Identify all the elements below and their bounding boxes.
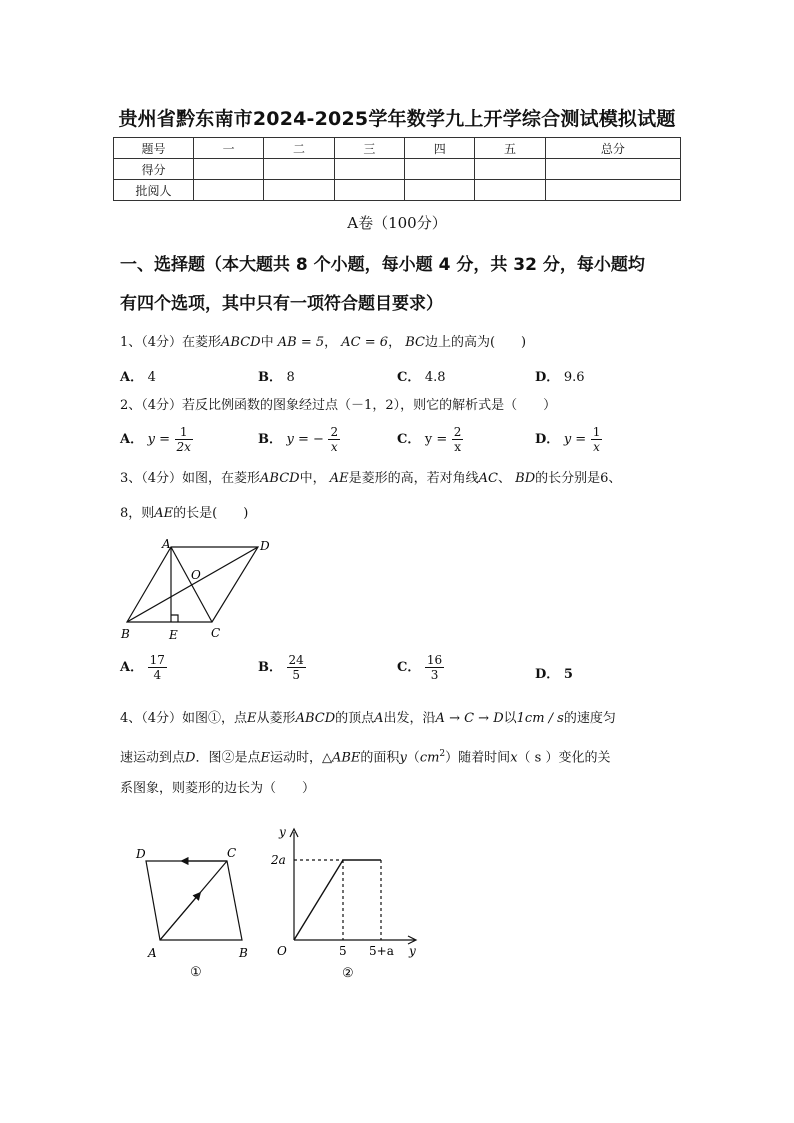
q3-abcd: ABCD <box>260 471 300 486</box>
label-d: D <box>260 539 270 553</box>
label-c: C <box>211 626 221 640</box>
score-cell <box>475 159 545 180</box>
option-label: B． <box>258 370 282 385</box>
frac-den: 5 <box>292 668 300 682</box>
q1-cond1: AB = 5 <box>277 335 325 350</box>
option-label: D． <box>535 370 560 385</box>
option-label: D． <box>535 432 560 447</box>
q4-text: 随着时间 <box>458 750 511 766</box>
q4-text: 出发，沿 <box>383 711 436 726</box>
q4-e: E <box>247 711 257 726</box>
section-heading-line2: 有四个选项，其中只有一项符合题目要求） <box>120 294 443 314</box>
label-a: A <box>148 946 157 960</box>
question-2: 2、（4分）若反比例函数的图象经过点（－1，2），则它的解析式是（ ） <box>120 398 557 413</box>
q3-ae: AE <box>329 471 349 486</box>
option-value: 4 <box>147 370 156 385</box>
frac-num: 1 <box>175 425 193 440</box>
option-label: C． <box>397 370 421 385</box>
score-table-header-cell: 四 <box>405 138 475 159</box>
q4-speed: 1cm / s <box>516 711 564 726</box>
score-cell <box>194 180 264 201</box>
label-b: B <box>239 946 248 960</box>
q2-option-b[interactable] <box>258 425 340 454</box>
page-title: 贵州省黔东南市2024-2025学年数学九上开学综合测试模拟试题 <box>118 108 676 130</box>
frac-num: 1 <box>592 425 601 439</box>
y-tick-2a: 2a <box>271 853 286 867</box>
figure-caption: ① <box>190 965 202 980</box>
q1-sep2: ， <box>388 335 402 350</box>
q2-option-a[interactable] <box>120 425 193 454</box>
score-table-header-cell: 题号 <box>114 138 194 159</box>
option-label: C． <box>397 432 421 447</box>
diagonal-bd <box>127 547 258 622</box>
q4-a: A <box>374 711 384 726</box>
frac-num: 2 <box>453 425 462 439</box>
score-table-row <box>114 180 681 201</box>
score-cell <box>334 180 404 201</box>
score-table-header-cell: 三 <box>334 138 404 159</box>
q1-mid: 中 <box>260 335 274 350</box>
question-4-line3: 系图象，则菱形的边长为（ ） <box>120 781 316 796</box>
q3-option-c[interactable] <box>397 653 444 682</box>
q1-option-c[interactable] <box>397 366 446 385</box>
x-tick-5: 5 <box>339 944 347 958</box>
frac-num: 16 <box>426 653 443 667</box>
q3-text: 8，则 <box>120 506 155 521</box>
label-d: D <box>136 847 146 861</box>
q3-bd: BD <box>515 471 536 486</box>
frac-den: x <box>454 440 461 454</box>
question-3-line1 <box>120 470 621 488</box>
score-cell <box>405 180 475 201</box>
frac-den: x <box>593 440 600 454</box>
option-value: 4.8 <box>424 370 446 385</box>
q4-text: 速运动到点 <box>120 750 186 766</box>
option-value: 8 <box>286 370 295 385</box>
q4-triangle: △ABE <box>321 750 361 766</box>
q4-text: 以 <box>503 711 517 726</box>
graph-rise <box>294 860 343 940</box>
label-b: B <box>121 627 130 641</box>
q3-text: 是菱形的高，若对角线 <box>348 471 479 486</box>
motion-arrow-ac <box>160 893 200 940</box>
q4-figure-1 <box>130 840 260 985</box>
q3-option-a[interactable] <box>120 653 167 682</box>
q3-text: 的长分别是6、 <box>535 471 622 486</box>
frac-den: 4 <box>153 668 162 682</box>
q3-ae: AE <box>154 506 174 521</box>
question-1 <box>120 334 526 352</box>
score-cell <box>334 159 404 180</box>
q1-cond2: AC = 6 <box>341 335 389 350</box>
q1-option-d[interactable] <box>535 366 585 385</box>
paper-a-heading: A卷（100分） <box>347 214 447 232</box>
option-lhs: y = − <box>286 432 324 447</box>
y-axis-label: y <box>279 825 286 839</box>
right-angle-mark <box>171 615 178 622</box>
q4-text: 从菱形 <box>256 711 296 726</box>
q3-text: 的长是( ) <box>173 506 249 521</box>
score-cell <box>545 159 680 180</box>
label-a: A <box>162 537 171 551</box>
origin-label: O <box>277 944 287 958</box>
q2-option-d[interactable] <box>535 425 602 454</box>
q4-figure-2 <box>265 820 425 985</box>
label-c: C <box>227 846 237 860</box>
option-label: D． <box>535 667 560 682</box>
q4-text: 的面积 <box>360 750 400 766</box>
q1-bc: BC <box>405 335 425 350</box>
q3-text: 3、（4分）如图，在菱形 <box>120 471 261 486</box>
q4-abcd: ABCD <box>295 711 336 726</box>
q4-sq: 2 <box>439 749 446 759</box>
q4-text: （ s ） <box>517 750 559 766</box>
frac-num: 24 <box>288 653 304 667</box>
q4-text: 的顶点 <box>335 711 375 726</box>
frac-den: x <box>330 440 338 454</box>
frac-num: 17 <box>149 653 165 667</box>
diagonal-ac <box>171 547 212 622</box>
question-4-line1 <box>120 710 616 728</box>
q4-path: A → C → D <box>435 711 504 726</box>
q2-option-c[interactable] <box>397 425 463 454</box>
score-cell <box>264 159 334 180</box>
option-label: B． <box>258 432 282 447</box>
x-tick-5a: 5+a <box>369 944 394 958</box>
option-value: 9.6 <box>563 370 585 385</box>
q3-text: 、 <box>498 471 512 486</box>
option-lhs: y = <box>424 432 448 447</box>
q4-text: ．图②是点 <box>195 750 261 766</box>
score-cell <box>405 159 475 180</box>
q4-text: ） <box>445 750 459 766</box>
score-table-header-row <box>114 138 681 159</box>
option-value: 5 <box>563 667 573 682</box>
frac-num: 2 <box>330 425 339 439</box>
q3-rhombus-figure <box>115 535 285 645</box>
q4-cm: cm <box>419 750 440 766</box>
score-cell <box>194 159 264 180</box>
option-label: A． <box>120 432 144 447</box>
q4-d: D <box>185 750 196 766</box>
score-table-header-cell: 五 <box>475 138 545 159</box>
score-table-row-label: 批阅人 <box>114 180 194 201</box>
q1-abcd: ABCD <box>221 335 261 350</box>
option-label: A． <box>120 370 144 385</box>
section-heading-line1: 一、选择题（本大题共 8 个小题，每小题 4 分，共 32 分，每小题均 <box>120 255 645 275</box>
q1-sep: ， <box>324 335 338 350</box>
score-table-row <box>114 159 681 180</box>
q4-text: 的速度匀 <box>563 711 616 726</box>
option-label: B． <box>258 660 282 675</box>
score-cell <box>264 180 334 201</box>
question-4-line2 <box>120 745 610 767</box>
score-table-header-cell: 一 <box>194 138 264 159</box>
q4-y: y <box>399 750 407 766</box>
q1-post: 边上的高为( ) <box>424 335 527 350</box>
figure-caption: ② <box>342 966 354 981</box>
option-lhs: y = <box>563 432 587 447</box>
option-lhs: y = <box>147 432 170 447</box>
q4-text: 运动时， <box>269 750 322 766</box>
score-table <box>113 137 681 201</box>
q4-x: x <box>510 750 518 766</box>
label-o: O <box>191 568 201 582</box>
q4-text: 4、（4分）如图①，点 <box>120 711 248 726</box>
question-3-line2 <box>120 505 248 523</box>
q1-pre: 1、（4分）在菱形 <box>120 335 222 350</box>
q3-option-d[interactable] <box>535 663 573 682</box>
q3-option-b[interactable] <box>258 653 306 682</box>
score-cell <box>475 180 545 201</box>
q1-option-a[interactable] <box>120 366 156 385</box>
score-table-header-cell: 二 <box>264 138 334 159</box>
x-axis-label: y <box>409 944 416 958</box>
score-cell <box>545 180 680 201</box>
q4-text: 变化的关 <box>558 750 611 766</box>
q3-text: 中， <box>299 471 326 486</box>
option-label: C． <box>397 660 421 675</box>
q4-text: （ <box>406 750 420 766</box>
score-table-row-label: 得分 <box>114 159 194 180</box>
frac-den: 3 <box>430 668 439 682</box>
frac-den: 2x <box>176 440 191 454</box>
q3-ac: AC <box>478 471 499 486</box>
option-label: A． <box>120 660 144 675</box>
q4-e: E <box>260 750 270 766</box>
score-table-header-cell: 总分 <box>545 138 680 159</box>
label-e: E <box>169 628 178 642</box>
q1-option-b[interactable] <box>258 366 295 385</box>
